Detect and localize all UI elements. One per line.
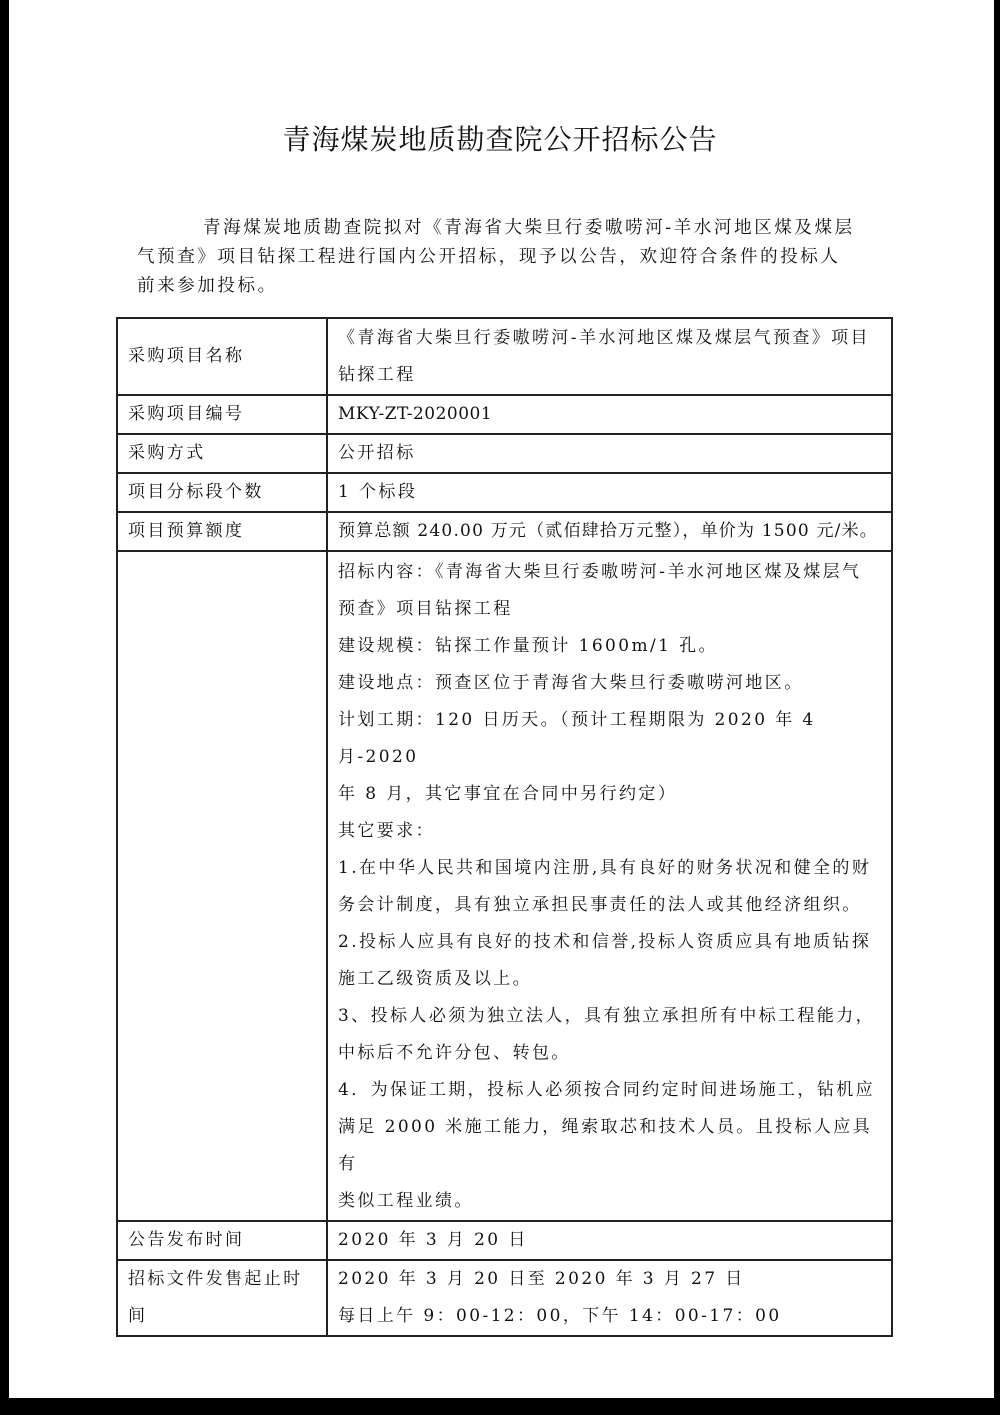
value-line: 《青海省大柴旦行委嗷唠河-羊水河地区煤及煤层气预查》项目 bbox=[338, 327, 870, 348]
document-title: 青海煤炭地质勘查院公开招标公告 bbox=[282, 123, 718, 156]
table-row-procurement-method bbox=[117, 434, 892, 473]
row-value: 公开招标 bbox=[327, 434, 892, 473]
row-label: 采购方式 bbox=[117, 434, 327, 473]
value-line: 2020 年 3 月 20 日至 2020 年 3 月 27 日 bbox=[338, 1269, 745, 1289]
value-line: 2.投标人应具有良好的技术和信誉,投标人资质应具有地质钻探 bbox=[338, 932, 872, 952]
value-line: 中标后不允许分包、转包。 bbox=[338, 1043, 571, 1063]
row-label bbox=[117, 551, 327, 1221]
table-row-tender-content bbox=[117, 551, 892, 1221]
table-row-lot-count bbox=[117, 473, 892, 512]
intro-paragraph bbox=[137, 214, 862, 301]
table-row-publish-date bbox=[117, 1221, 892, 1260]
value-line: 招标内容：《青海省大柴旦行委嗷唠河-羊水河地区煤及煤层气 bbox=[338, 562, 862, 582]
value-line: 类似工程业绩。 bbox=[338, 1191, 474, 1211]
value-line: 其它要求： bbox=[338, 821, 435, 841]
value-line: 满足 2000 米施工能力，绳索取芯和技术人员。且投标人应具有 bbox=[338, 1117, 873, 1174]
row-value: MKY-ZT-2020001 bbox=[327, 395, 892, 434]
row-label bbox=[117, 1260, 327, 1336]
row-value: 2020 年 3 月 20 日 bbox=[327, 1221, 892, 1260]
value-line: 年 8 月，其它事宜在合同中另行约定） bbox=[338, 784, 678, 804]
row-label: 公告发布时间 bbox=[117, 1221, 327, 1260]
intro-line: 气预查》项目钻探工程进行国内公开招标，现予以公告，欢迎符合条件的投标人 bbox=[137, 247, 841, 267]
value-line: 每日上午 9：00-12：00，下午 14：00-17：00 bbox=[338, 1306, 782, 1326]
value-line: 预查》项目钻探工程 bbox=[338, 599, 513, 619]
intro-line: 前来参加投标。 bbox=[137, 276, 278, 296]
value-line: 3、投标人必须为独立法人，具有独立承担所有中标工程能力， bbox=[338, 1006, 876, 1026]
label-line: 招标文件发售起止时 bbox=[128, 1269, 303, 1289]
table-row-budget bbox=[117, 512, 892, 551]
value-line: 计划工期：120 日历天。（预计工程期限为 2020 年 4 月-2020 bbox=[338, 710, 816, 767]
value-line: 施工乙级资质及以上。 bbox=[338, 969, 532, 989]
row-value bbox=[327, 318, 892, 395]
row-value: 预算总额 240.00 万元（贰佰肆拾万元整），单价为 1500 元/米。 bbox=[327, 512, 892, 551]
table-row-project-number bbox=[117, 395, 892, 434]
table-row-sale-period bbox=[117, 1260, 892, 1336]
value-line: 钻探工程 bbox=[338, 364, 416, 385]
row-label: 项目预算额度 bbox=[117, 512, 327, 551]
value-line: 务会计制度，具有独立承担民事责任的法人或其他经济组织。 bbox=[338, 895, 862, 915]
row-value bbox=[327, 1260, 892, 1336]
value-line: 4．为保证工期，投标人必须按合同约定时间进场施工，钻机应 bbox=[338, 1080, 876, 1100]
label-line: 间 bbox=[128, 1306, 148, 1326]
value-line: 1.在中华人民共和国境内注册,具有良好的财务状况和健全的财 bbox=[338, 858, 872, 878]
row-label: 项目分标段个数 bbox=[117, 473, 327, 512]
row-value bbox=[327, 551, 892, 1221]
tender-info-table bbox=[116, 317, 893, 1337]
row-label: 采购项目编号 bbox=[117, 395, 327, 434]
row-label: 采购项目名称 bbox=[117, 318, 327, 395]
table-row-project-name bbox=[117, 318, 892, 395]
value-line: 建设地点：预查区位于青海省大柴旦行委嗷唠河地区。 bbox=[338, 673, 804, 693]
value-line: 建设规模：钻探工作量预计 1600m/1 孔。 bbox=[338, 636, 718, 656]
intro-line: 青海煤炭地质勘查院拟对《青海省大柴旦行委嗷唠河-羊水河地区煤及煤层 bbox=[203, 218, 855, 238]
row-value: 1 个标段 bbox=[327, 473, 892, 512]
